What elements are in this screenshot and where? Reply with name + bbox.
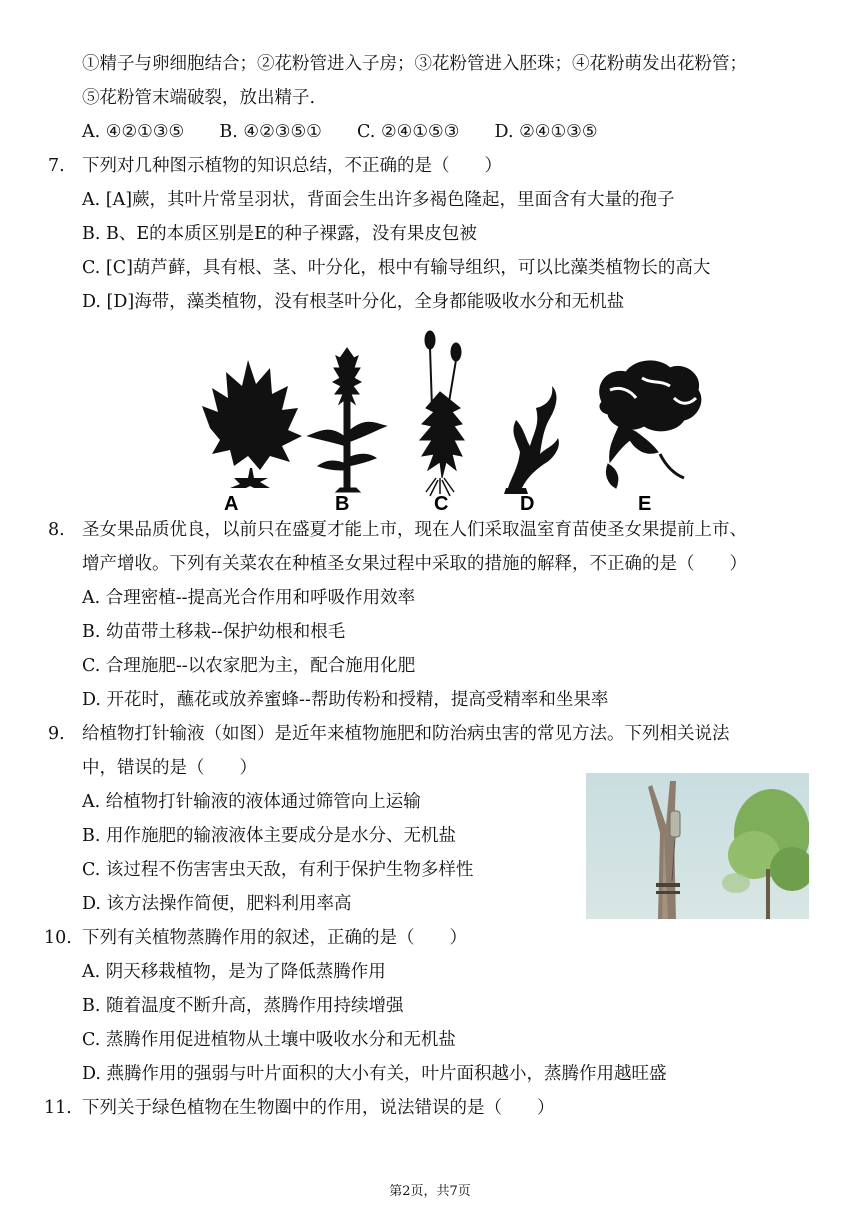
q7-number: 7. <box>48 156 65 176</box>
q11-stem: 下列关于绿色植物在生物圈中的作用，说法错误的是（ ） <box>82 1098 555 1118</box>
q11-number: 11. <box>44 1098 72 1118</box>
q9-option-c[interactable]: C. 该过程不伤害害虫天敌，有利于保护生物多样性 <box>82 860 474 880</box>
figure-label-e: E <box>638 493 652 512</box>
q10-option-b[interactable]: B. 随着温度不断升高，蒸腾作用持续增强 <box>82 996 404 1016</box>
q7-stem: 下列对几种图示植物的知识总结，不正确的是（ ） <box>82 156 502 176</box>
q8-stem-line2: 增产增收。下列有关菜农在种植圣女果过程中采取的措施的解释，不正确的是（ ） <box>82 554 747 574</box>
figure-label-a: A <box>224 493 239 512</box>
q6-stem-line1: ①精子与卵细胞结合；②花粉管进入子房；③花粉管进入胚珠；④花粉萌发出花粉管； <box>82 54 747 74</box>
q9-option-a[interactable]: A. 给植物打针输液的液体通过筛管向上运输 <box>82 792 421 812</box>
plant-specimens-figure <box>190 328 710 512</box>
q6-options <box>82 120 762 144</box>
tree-infusion-photo <box>586 773 809 919</box>
moss-silhouette <box>420 331 464 496</box>
q7-option-c[interactable]: C. [C]葫芦藓，具有根、茎、叶分化，根中有输导组织，可以比藻类植物长的高大 <box>82 258 711 278</box>
gymnosperm-branch-silhouette <box>600 361 701 488</box>
q7-option-d[interactable]: D. [D]海带，藻类植物，没有根茎叶分化，全身都能吸收水分和无机盐 <box>82 292 625 312</box>
flowering-plant-silhouette <box>308 348 386 492</box>
figure-label-c: C <box>434 493 449 512</box>
q6-option-a[interactable]: A. ④②①③⑤ <box>82 122 185 142</box>
q9-stem-line1: 给植物打针输液（如图）是近年来植物施肥和防治病虫害的常见方法。下列相关说法 <box>82 724 730 744</box>
q6-option-c[interactable]: C. ②④①⑤③ <box>357 122 460 142</box>
q10-stem: 下列有关植物蒸腾作用的叙述，正确的是（ ） <box>82 928 467 948</box>
q10-number: 10. <box>44 928 72 948</box>
q6-stem-line2: ⑤花粉管末端破裂，放出精子. <box>82 88 316 108</box>
q9-option-b[interactable]: B. 用作施肥的输液液体主要成分是水分、无机盐 <box>82 826 456 846</box>
kelp-silhouette <box>504 386 559 494</box>
q9-option-d[interactable]: D. 该方法操作简便，肥料利用率高 <box>82 894 352 914</box>
page-footer: 第2页，共7页 <box>389 1184 471 1199</box>
figure-label-d: D <box>520 493 535 512</box>
q10-option-c[interactable]: C. 蒸腾作用促进植物从土壤中吸收水分和无机盐 <box>82 1030 456 1050</box>
q9-number: 9. <box>48 724 65 744</box>
q9-stem-line2: 中，错误的是（ ） <box>82 758 257 778</box>
q10-option-a[interactable]: A. 阴天移栽植物，是为了降低蒸腾作用 <box>82 962 386 982</box>
q7-option-b[interactable]: B. B、E的本质区别是E的种子裸露，没有果皮包被 <box>82 224 477 244</box>
figure-label-b: B <box>335 493 350 512</box>
q8-option-d[interactable]: D. 开花时，蘸花或放养蜜蜂--帮助传粉和授精，提高受精率和坐果率 <box>82 690 609 710</box>
q8-number: 8. <box>48 520 65 540</box>
q8-option-a[interactable]: A. 合理密植--提高光合作用和呼吸作用效率 <box>82 588 416 608</box>
fern-silhouette <box>202 360 302 488</box>
q8-stem-line1: 圣女果品质优良，以前只在盛夏才能上市，现在人们采取温室育苗使圣女果提前上市、 <box>82 520 747 540</box>
q6-option-b[interactable]: B. ④②③⑤① <box>219 122 322 142</box>
q8-option-b[interactable]: B. 幼苗带土移栽--保护幼根和根毛 <box>82 622 346 642</box>
q10-option-d[interactable]: D. 燕腾作用的强弱与叶片面积的大小有关，叶片面积越小，蒸腾作用越旺盛 <box>82 1064 667 1084</box>
q7-option-a[interactable]: A. [A]蕨，其叶片常呈羽状，背面会生出许多褐色隆起，里面含有大量的孢子 <box>82 190 675 210</box>
q8-option-c[interactable]: C. 合理施肥--以农家肥为主，配合施用化肥 <box>82 656 416 676</box>
q6-option-d[interactable]: D. ②④①③⑤ <box>494 122 598 142</box>
